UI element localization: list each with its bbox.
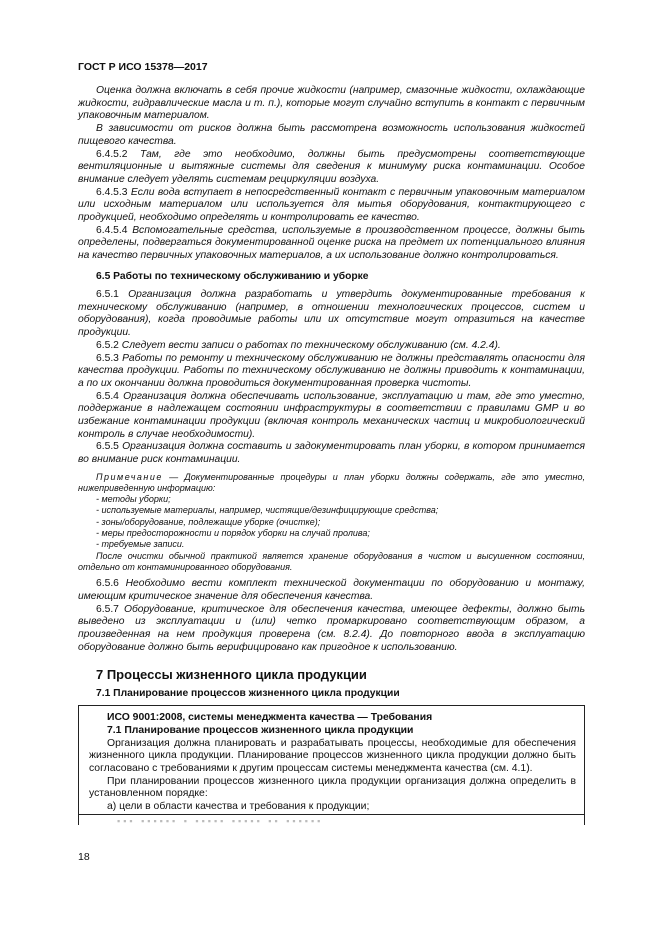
note-intro-text: — Документированные процедуры и план уборки должны содержать, где это уместно, нижеприведенную информацию: <box>78 471 585 493</box>
clause-number: 6.5.4 <box>96 390 119 402</box>
document-body <box>78 85 585 825</box>
note-intro <box>78 472 585 495</box>
clause-text: Оборудование, критическое для обеспечения качества, имеющее дефекты, должно быть выведено из эксплуатации и (или) четко промаркировано соответствующим образом, а произведенная на нем продукция проверена (см. 8.2.4). До повторного ввода в эксплуатацию оборудование должно быть верифицировано как пригодное к использованию. <box>78 603 585 653</box>
clause-number: 6.5.5 <box>96 441 119 453</box>
list-item: - зоны/оборудование, подлежащие уборке (очистке); <box>96 517 585 528</box>
document-header: ГОСТ Р ИСО 15378—2017 <box>78 61 208 73</box>
clause-text: Там, где это необходимо, должны быть предусмотрены соответствующие вентиляционные и вытяжные системы для сведения к минимуму риска контаминации. Особое внимание следует уделять системам рециркуляции воздуха. <box>78 148 585 185</box>
clause-number: 6.5.2 <box>96 339 119 351</box>
section-heading-6-5: 6.5 Работы по техническому обслуживанию и уборке <box>96 270 369 282</box>
note-closing: После очистки обычной практикой является хранение оборудования в чистом и высушенном состоянии, отдельно от контаминированного оборудования. <box>78 550 585 572</box>
clause-6-5-4 <box>78 391 585 441</box>
clause-text: Следует вести записи о работах по техническому обслуживанию (см. 4.2.4). <box>121 339 501 351</box>
section-heading-7: 7 Процессы жизненного цикла продукции <box>96 667 367 683</box>
paragraph: В зависимости от рисков должна быть рассмотрена возможность использования жидкостей пищевого качества. <box>78 123 585 147</box>
clause-number: 6.4.5.2 <box>96 148 128 160</box>
clause-text: Если вода вступает в непосредственный контакт с первичным упаковочным материалом или исходным материалом или используется для мытья оборудования, контактирующего с продукцией, необходимо определять и контролировать ее качество. <box>78 186 585 223</box>
clause-6-4-5-3 <box>78 187 585 225</box>
note-block <box>78 472 585 574</box>
list-item: - используемые материалы, например, чистящие/дезинфицирующие средства; <box>96 505 585 516</box>
clause-text: Работы по ремонту и техническому обслуживанию не должны представлять опасности для качества продукции. Работы по техническому обслуживанию не должны приводить к контаминации, а по их окончании должна проводиться документированная проверка чистоты. <box>78 352 585 389</box>
clause-number: 6.4.5.4 <box>96 224 128 236</box>
subsection-heading-7-1: 7.1 Планирование процессов жизненного цикла продукции <box>96 688 400 700</box>
clause-6-4-5-4 <box>78 225 585 263</box>
clause-text: Вспомогательные средства, используемые в производственном процессе, должны быть определены, подвергаться документированной оценке риска на предмет их потенциального влияния на качество первичных упаковочных материалов, а их использование должно контролироваться. <box>78 224 585 261</box>
clause-number: 6.5.6 <box>96 578 119 590</box>
clause-number: 6.5.1 <box>96 289 119 301</box>
clause-number: 6.4.5.3 <box>96 186 128 198</box>
list-item: - меры предосторожности и порядок уборки на случай пролива; <box>96 528 585 539</box>
clause-6-5-3 <box>78 353 585 391</box>
quote-paragraph: Организация должна планировать и разрабатывать процессы, необходимые для обеспечения жизненного цикла продукции. Планирование процессов жизненного цикла продукции должно быть согласовано с требованиями к другим процессам системы менеджмента качества (см. 4.1). <box>89 737 576 774</box>
iso-quote-box <box>78 705 585 825</box>
clause-6-5-5 <box>78 441 585 466</box>
quote-heading: ИСО 9001:2008, системы менеджмента качества — Требования <box>107 711 433 723</box>
quote-paragraph: При планировании процессов жизненного цикла продукции организация должна определить в установленном порядке: <box>89 775 576 800</box>
clause-6-5-7 <box>78 604 585 654</box>
note-list <box>78 494 585 550</box>
clause-number: 6.5.7 <box>96 603 119 615</box>
clause-6-4-5-2 <box>78 149 585 187</box>
faded-text-line: ▪▪▪ ▪▪▪▪▪▪ ▪ ▪▪▪▪▪ ▪▪▪▪▪ ▪▪ ▪▪▪▪▪▪ <box>117 815 324 823</box>
clause-text: Организация должна обеспечивать использование, эксплуатацию и там, где это уместно, поддержание в надлежащем состоянии инфраструктуры в соответствии с правилами GMP и во избежание контаминации продукции (включая контроль механических частиц и микробиологический контроль в случае необходимости). <box>78 390 585 440</box>
clause-text: Организация должна разработать и утвердить документированные требования к техническому обслуживанию (например, в отношении технологических процессов, систем и оборудования), когда проводимые работы или их отсутствие могут отразиться на качестве продукции. <box>78 289 585 338</box>
page-number: 18 <box>78 851 90 863</box>
note-label: Примечание <box>96 471 163 482</box>
clause-text: Необходимо вести комплект технической документации по оборудованию и монтажу, имеющим критическое значение для обеспечения качества. <box>78 578 585 602</box>
quote-item-a: а) цели в области качества и требования к продукции; <box>79 801 584 815</box>
clause-text: Организация должна составить и задокументировать план уборки, в котором принимается во внимание риск контаминации. <box>78 441 585 465</box>
clause-number: 6.5.3 <box>96 352 119 364</box>
clause-6-5-6 <box>78 578 585 603</box>
clause-6-5-1 <box>78 289 585 339</box>
clause-6-5-2 <box>78 340 585 353</box>
list-item: - методы уборки; <box>96 494 585 505</box>
paragraph: Оценка должна включать в себя прочие жидкости (например, смазочные жидкости, охлаждающие жидкости, гидравлические масла и т. п.), которые могут случайно вступить в контакт с первичным упаковочным материалом. <box>78 85 585 122</box>
list-item: - требуемые записи. <box>96 539 585 550</box>
quote-subheading: 7.1 Планирование процессов жизненного цикла продукции <box>107 724 414 736</box>
